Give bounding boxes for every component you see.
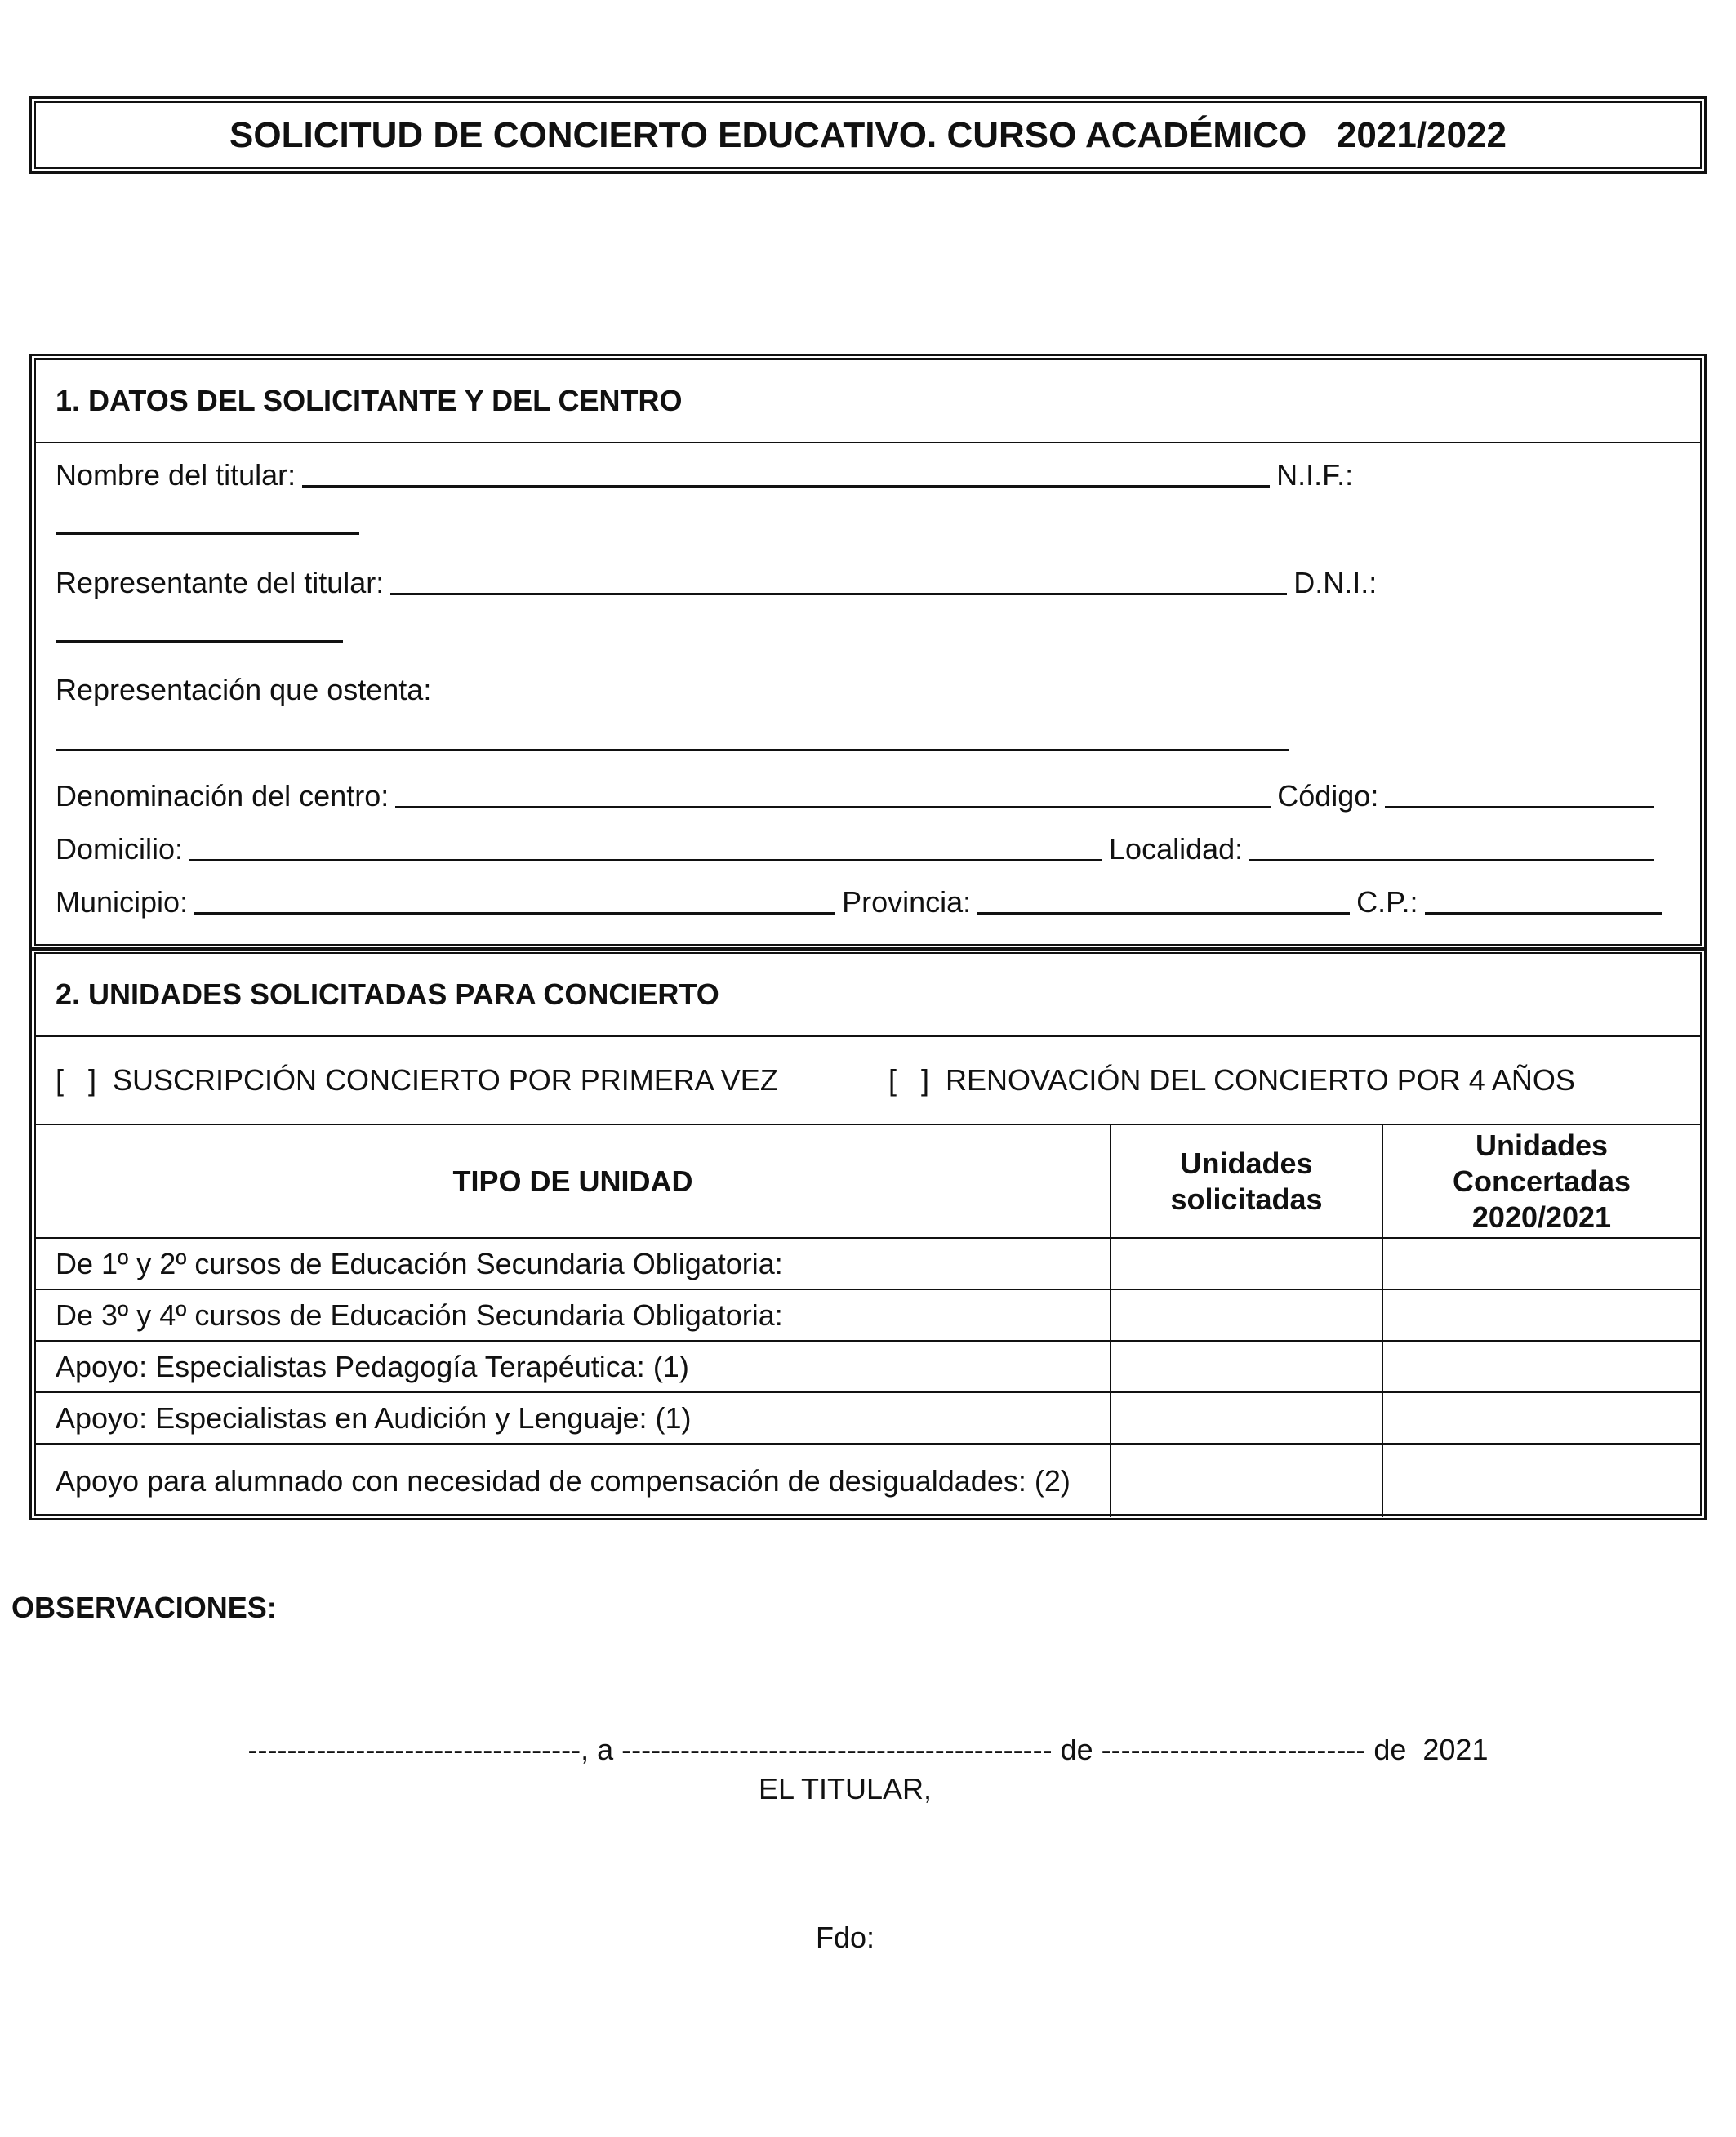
field-codigo[interactable] — [1385, 806, 1654, 808]
table-row — [36, 1341, 1700, 1392]
cell-solicitadas[interactable] — [1111, 1341, 1382, 1392]
observaciones-label: OBSERVACIONES: — [11, 1591, 277, 1624]
label-provincia: Provincia: — [842, 885, 972, 919]
cell-concertadas[interactable] — [1382, 1238, 1700, 1289]
unit-type-1: De 1º y 2º cursos de Educación Secundaria Obligatoria: — [36, 1238, 1111, 1289]
field-representante[interactable] — [390, 593, 1287, 595]
label-representacion: Representación que ostenta: — [56, 673, 432, 706]
header-tipo-unidad: TIPO DE UNIDAD — [36, 1125, 1111, 1238]
section-datos-solicitante — [29, 354, 1707, 951]
cell-concertadas[interactable] — [1382, 1289, 1700, 1341]
concierto-options — [36, 1037, 1700, 1125]
label-codigo: Código: — [1277, 779, 1379, 813]
unit-type-5: Apoyo para alumnado con necesidad de compensación de desigualdades: (2) — [36, 1444, 1111, 1517]
field-denominacion[interactable] — [395, 806, 1271, 808]
table-row — [36, 1392, 1700, 1444]
section1-heading: 1. DATOS DEL SOLICITANTE Y DEL CENTRO — [36, 360, 1700, 443]
cell-concertadas[interactable] — [1382, 1392, 1700, 1444]
units-table — [36, 1125, 1700, 1517]
label-dni: D.N.I.: — [1293, 566, 1378, 599]
field-dni[interactable] — [56, 640, 343, 643]
field-nombre-titular[interactable] — [302, 485, 1270, 488]
label-cp: C.P.: — [1356, 885, 1418, 919]
label-nombre-titular: Nombre del titular: — [56, 458, 296, 492]
cell-concertadas[interactable] — [1382, 1444, 1700, 1517]
field-cp[interactable] — [1425, 912, 1662, 915]
row-representacion-value — [56, 723, 1690, 756]
cell-solicitadas[interactable] — [1111, 1238, 1382, 1289]
row-denominacion — [56, 779, 1690, 813]
field-municipio[interactable] — [194, 912, 835, 915]
cell-solicitadas[interactable] — [1111, 1289, 1382, 1341]
cell-solicitadas[interactable] — [1111, 1392, 1382, 1444]
cell-solicitadas[interactable] — [1111, 1444, 1382, 1517]
label-denominacion: Denominación del centro: — [56, 779, 389, 813]
header-unidades-solicitadas: Unidades solicitadas — [1111, 1125, 1382, 1238]
field-localidad[interactable] — [1249, 859, 1654, 861]
field-domicilio[interactable] — [189, 859, 1102, 861]
row-representacion — [56, 673, 1690, 707]
table-row — [36, 1238, 1700, 1289]
unit-type-3: Apoyo: Especialistas Pedagogía Terapéutica: (1) — [36, 1341, 1111, 1392]
label-nif: N.I.F.: — [1276, 458, 1354, 492]
checkbox-renovacion[interactable]: [ ] RENOVACIÓN DEL CONCIERTO POR 4 AÑOS — [888, 1063, 1575, 1097]
table-row — [36, 1444, 1700, 1517]
date-line[interactable]: ----------------------------------, a -------------------------------------------- de --------------------------- de 2021 — [247, 1733, 1489, 1766]
label-localidad: Localidad: — [1109, 832, 1244, 866]
row-dni-value — [56, 615, 1690, 648]
section-unidades — [29, 947, 1707, 1520]
signature-label: Fdo: — [815, 1921, 875, 1954]
row-representante — [56, 566, 1690, 600]
el-titular-label: EL TITULAR, — [758, 1772, 933, 1805]
cell-concertadas[interactable] — [1382, 1341, 1700, 1392]
units-table-header — [36, 1125, 1700, 1238]
row-municipio — [56, 885, 1690, 919]
row-nombre-titular — [56, 458, 1690, 492]
unit-type-2: De 3º y 4º cursos de Educación Secundaria Obligatoria: — [36, 1289, 1111, 1341]
label-municipio: Municipio: — [56, 885, 189, 919]
unit-type-4: Apoyo: Especialistas en Audición y Lenguaje: (1) — [36, 1392, 1111, 1444]
title-box — [29, 96, 1707, 174]
row-domicilio — [56, 832, 1690, 866]
label-domicilio: Domicilio: — [56, 832, 184, 866]
field-representacion[interactable] — [56, 749, 1289, 751]
label-representante: Representante del titular: — [56, 566, 385, 599]
table-row — [36, 1289, 1700, 1341]
field-provincia[interactable] — [977, 912, 1350, 915]
field-nif[interactable] — [56, 532, 359, 535]
section2-heading: 2. UNIDADES SOLICITADAS PARA CONCIERTO — [36, 954, 1700, 1037]
row-nif-value — [56, 507, 1690, 540]
checkbox-primera-vez[interactable]: [ ] SUSCRIPCIÓN CONCIERTO POR PRIMERA VEZ — [56, 1063, 778, 1097]
document-title: SOLICITUD DE CONCIERTO EDUCATIVO. CURSO ACADÉMICO 2021/2022 — [34, 101, 1702, 169]
header-unidades-concertadas: Unidades Concertadas 2020/2021 — [1382, 1125, 1700, 1238]
